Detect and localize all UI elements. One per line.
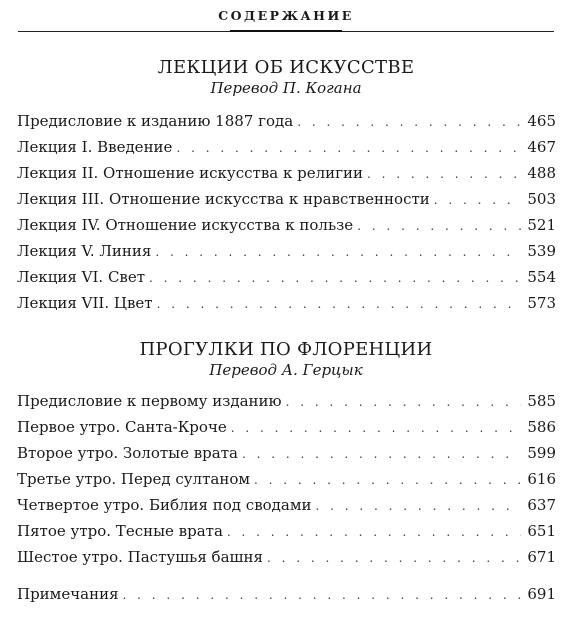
toc-entry-page: 554 [527, 268, 556, 286]
toc-entry[interactable] [17, 518, 556, 544]
dot-leader [157, 291, 522, 317]
toc-entry-page: 503 [527, 190, 556, 208]
dot-leader [149, 265, 521, 291]
toc-entry-title: Предисловие к изданию 1887 года [17, 112, 294, 130]
toc-entry-page: 691 [527, 585, 556, 603]
dot-leader [242, 441, 521, 467]
toc-entry-page: 651 [527, 522, 556, 540]
toc-entry[interactable] [17, 440, 556, 466]
section-title-florence: ПРОГУЛКИ ПО ФЛОРЕНЦИИ [139, 339, 433, 360]
toc-list-florence [17, 388, 556, 570]
toc-entry[interactable] [17, 108, 556, 134]
dot-leader [254, 467, 521, 493]
toc-entry-title: Лекция V. Линия [17, 242, 152, 260]
dot-leader [267, 545, 521, 571]
toc-entry[interactable] [17, 414, 556, 440]
toc-entry-title: Предисловие к первому изданию [17, 392, 282, 410]
toc-entry-page: 539 [527, 242, 556, 260]
toc-entry[interactable] [17, 212, 556, 238]
toc-entry-page: 585 [527, 392, 556, 410]
toc-entry-title: Лекция VII. Цвет [17, 294, 153, 312]
dot-leader [316, 493, 522, 519]
toc-entry[interactable] [17, 160, 556, 186]
toc-entry-title: Лекция IV. Отношение искусства к пользе [17, 216, 354, 234]
toc-entry-title: Лекция III. Отношение искусства к нравственности [17, 190, 430, 208]
toc-entry-page: 521 [527, 216, 556, 234]
dot-leader [367, 161, 521, 187]
section-translator-lectures: Перевод П. Когана [210, 79, 362, 97]
toc-entry[interactable] [17, 466, 556, 492]
dot-leader [227, 519, 521, 545]
toc-entry-title: Шестое утро. Пастушья башня [17, 548, 263, 566]
toc-entry-title: Пятое утро. Тесные врата [17, 522, 223, 540]
toc-entry[interactable] [17, 238, 556, 264]
toc-entry-page: 616 [527, 470, 556, 488]
toc-entry[interactable] [17, 264, 556, 290]
toc-entry[interactable] [17, 290, 556, 316]
dot-leader [155, 239, 521, 265]
toc-entry-page: 599 [527, 444, 556, 462]
toc-entry-notes[interactable] [17, 581, 556, 607]
toc-entry-page: 488 [527, 164, 556, 182]
toc-entry[interactable] [17, 134, 556, 160]
toc-entry-page: 573 [527, 294, 556, 312]
toc-entry[interactable] [17, 492, 556, 518]
dot-leader [231, 415, 522, 441]
dot-leader [434, 187, 522, 213]
toc-entry-title: Четвертое утро. Библия под сводами [17, 496, 312, 514]
toc-entry-page: 467 [527, 138, 556, 156]
section-title-lectures: ЛЕКЦИИ ОБ ИСКУССТВЕ [157, 57, 415, 78]
header-divider-accent [230, 30, 342, 32]
toc-entry-title: Лекция II. Отношение искусства к религии [17, 164, 363, 182]
toc-entry-title: Примечания [17, 585, 119, 603]
toc-entry-page: 637 [527, 496, 556, 514]
toc-entry-title: Лекция I. Введение [17, 138, 173, 156]
toc-list-notes [17, 581, 556, 607]
toc-entry-page: 465 [527, 112, 556, 130]
toc-entry[interactable] [17, 388, 556, 414]
page-header: СОДЕРЖАНИЕ [218, 8, 354, 23]
toc-entry-title: Третье утро. Перед султаном [17, 470, 251, 488]
toc-entry-page: 586 [527, 418, 556, 436]
dot-leader [123, 582, 522, 608]
toc-entry-title: Первое утро. Санта-Кроче [17, 418, 227, 436]
toc-entry-title: Лекция VI. Свет [17, 268, 146, 286]
dot-leader [176, 135, 521, 161]
toc-entry[interactable] [17, 544, 556, 570]
toc-entry-page: 671 [527, 548, 556, 566]
dot-leader [357, 213, 521, 239]
dot-leader [286, 389, 522, 415]
toc-list-lectures [17, 108, 556, 316]
toc-entry-title: Второе утро. Золотые врата [17, 444, 238, 462]
section-translator-florence: Перевод А. Герцык [209, 361, 363, 379]
dot-leader [297, 109, 521, 135]
toc-entry[interactable] [17, 186, 556, 212]
